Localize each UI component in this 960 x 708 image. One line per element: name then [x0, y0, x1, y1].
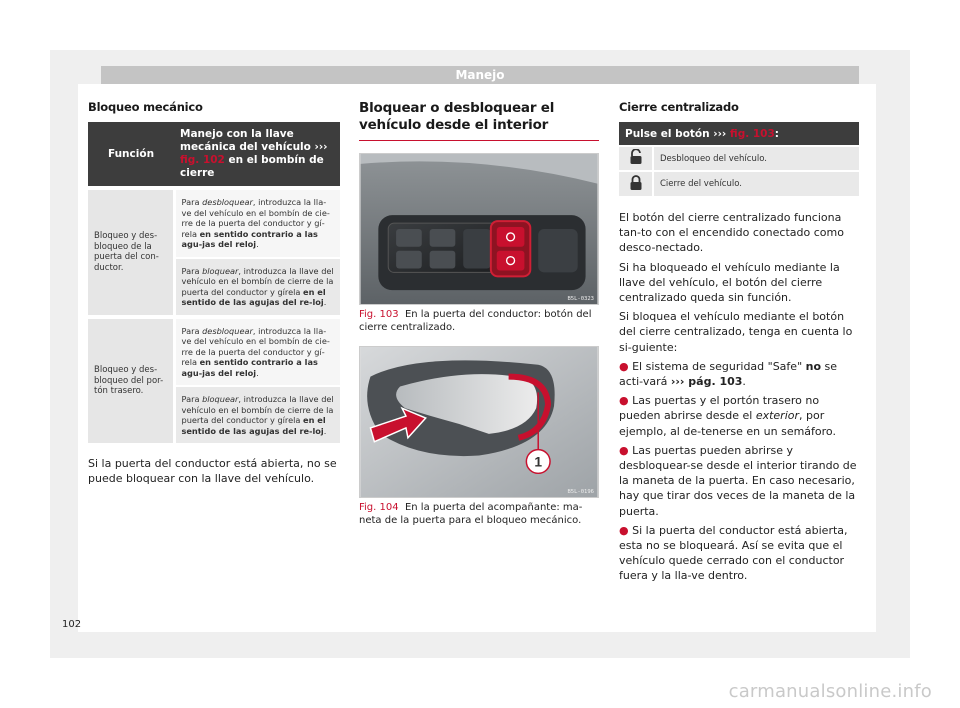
page-number: 102 — [62, 619, 82, 630]
callout-number-1: 1 — [534, 453, 543, 470]
row-label-driver-door: Bloqueo y des-bloqueo de la puerta del con-ductor. — [88, 188, 174, 317]
column-mechanical-lock — [88, 84, 340, 486]
figure-103-image — [359, 153, 599, 305]
unlock-description: Desbloqueo del vehículo. — [653, 146, 859, 171]
bullet-doors-interior: ● Las puertas pueden abrirse y desbloquear-se desde el interior tirando de la maneta de la puerta. En caso necesario, hay que tirar dos veces de la maneta de la puerta. — [619, 443, 857, 518]
lock-icon-cell — [619, 171, 653, 196]
central-locking-table — [619, 122, 859, 196]
section-title-mechanical-lock: Bloqueo mecánico — [88, 100, 203, 114]
cell-driver-lock: Para bloquear, introduzca la llave del vehículo en el bombín de cierre de la puerta del conductor y gírela en el sentido de las agujas del re-loj. — [174, 258, 340, 317]
figure-104-caption: Fig. 104 En la puerta del acompañante: ma-neta de la puerta para el bloqueo mecánico. — [359, 502, 583, 526]
door-handle-illustration — [360, 347, 598, 497]
figure-104-image — [359, 346, 599, 498]
lock-icon — [629, 175, 643, 191]
bullet-doors-exterior: ● Las puertas y el portón trasero no pueden abrirse desde el exterior, por ejemplo, al de-tenerse en un semáforo. — [619, 394, 836, 438]
bullet-safe-system: ● El sistema de seguridad "Safe" no se acti-vará ››› pág. 103. — [619, 359, 838, 389]
section-header: Manejo — [101, 66, 859, 84]
row-label-tailgate: Bloqueo y des-bloqueo del por-tón trasero. — [88, 317, 174, 444]
unlock-icon-cell — [619, 146, 653, 171]
cell-tailgate-lock: Para bloquear, introduzca la llave del vehículo en el bombín de cierre de la puerta del conductor y gírela en el sentido de las agujas del re-loj. — [174, 386, 340, 443]
page-content — [78, 84, 876, 632]
paragraph-driver-door-open: Si la puerta del conductor está abierta, no se puede bloquear con la llave del vehículo. — [88, 457, 337, 485]
column-central-locking — [619, 84, 859, 584]
paragraph-key-locked: Si ha bloqueado el vehículo mediante la llave del vehículo, el botón del cierre centralizado queda sin función. — [619, 260, 840, 305]
section-title-central-locking: Cierre centralizado — [619, 100, 739, 114]
central-locking-table-header: Pulse el botón ››› fig. 103: — [619, 122, 859, 146]
column-interior-lock — [359, 84, 599, 527]
cell-tailgate-unlock: Para desbloquear, introduzca la lla-ve del vehículo en el bombín de cie-rre de la puerta del conductor y gí-rela en sentido contrario a las agu-jas del reloj. — [174, 317, 340, 387]
table-header-operation: Manejo con la llave mecánica del vehículo ››› fig. 102 en el bombín de cierre — [174, 122, 340, 188]
fig-103-ref-link[interactable]: fig. 103 — [729, 127, 775, 140]
function-table — [88, 122, 340, 443]
figure-104-code: B5L-0196 — [567, 489, 594, 495]
unlock-icon — [629, 149, 643, 165]
central-locking-body — [619, 210, 859, 584]
door-switch-panel-illustration — [360, 154, 598, 304]
cell-driver-unlock: Para desbloquear, introduzca la lla-ve del vehículo en el bombín de cie-rre de la puerta del conductor y gí-rela en sentido contrario a las agu-jas del reloj. — [174, 188, 340, 258]
figure-103-code: B5L-0323 — [567, 296, 594, 302]
section-title-interior-lock: Bloquear o desbloquear el vehículo desde el interior — [359, 100, 599, 141]
page-103-ref-link[interactable]: ››› pág. 103 — [670, 375, 743, 389]
table-header-function: Función — [88, 122, 174, 188]
lock-description: Cierre del vehículo. — [653, 171, 859, 196]
paragraph-button-locked: Si bloquea el vehículo mediante el botón del cierre centralizado, tenga en cuenta lo si-guiente: — [619, 310, 853, 354]
watermark: carmanualsonline.info — [728, 681, 932, 702]
bullet-driver-door-open: ● Si la puerta del conductor está abierta, esta no se bloqueará. Así se evita que el vehículo quede cerrado con el conductor fuera y la lla-ve dentro. — [619, 523, 848, 583]
paragraph-central-button-function: El botón del cierre centralizado funciona tan-to con el encendido conectado como desco-nectado. — [619, 211, 844, 255]
figure-103-caption: Fig. 103 En la puerta del conductor: botón del cierre centralizado. — [359, 309, 592, 333]
fig-ref-link[interactable]: fig. 102 — [180, 154, 225, 166]
